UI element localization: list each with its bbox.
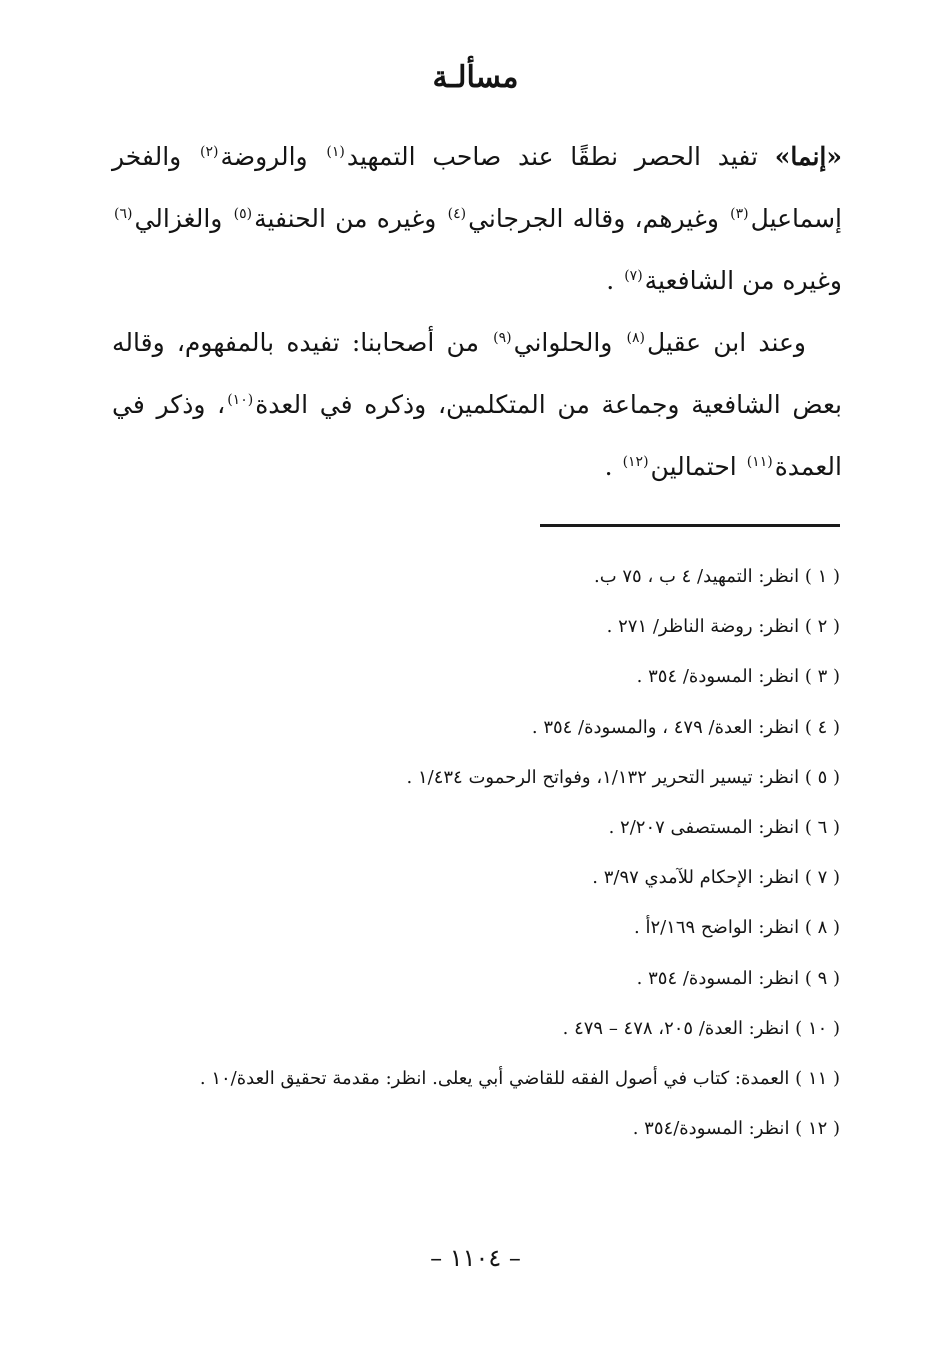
footnote-ref[interactable]: (٩) (493, 329, 512, 346)
text-segment: . (604, 452, 621, 481)
footnote-ref[interactable]: (١٢) (622, 453, 649, 470)
footnote-item: ( ١ ) انظر: التمهيد/ ٤ ب ، ٧٥ ب. (594, 566, 840, 587)
text-segment: والفخر إسماعيل (112, 142, 842, 233)
footnote-divider (540, 524, 840, 527)
footnote-item: ( ١١ ) العمدة: كتاب في أصول الفقه للقاضي أبي يعلى. انظر: مقدمة تحقيق العدة/١٠ . (199, 1068, 840, 1090)
text-segment: . (606, 266, 623, 295)
footnote-ref[interactable]: (٢) (199, 143, 219, 160)
footnote-item: ( ٨ ) انظر: الواضح ٢/١٦٩أ . (634, 917, 840, 939)
footnote-ref[interactable]: (٥) (233, 205, 253, 222)
footnote-ref[interactable]: (١١) (746, 453, 773, 470)
text-segment: والغزالي (134, 204, 232, 233)
text-segment: احتمالين (650, 452, 745, 481)
footnote-item: ( ١٠ ) انظر: العدة/ ٢٠٥، ٤٧٨ – ٤٧٩ . (562, 1017, 840, 1039)
text-segment: وغيرهم، وقاله الجرجاني (468, 204, 729, 233)
page-title: مسألـة (432, 60, 519, 95)
text-segment: من أصحابنا: تفيده بالمفهوم، وقاله بعض الشافعية وجماعة من المتكلمين، وذكره في العدة (112, 328, 842, 419)
text-segment: والحلواني (513, 328, 625, 357)
opening-word: «إنما» (774, 142, 842, 171)
footnote-item: ( ٣ ) انظر: المسودة/ ٣٥٤ . (636, 666, 840, 688)
footnote-ref[interactable]: (٨) (626, 329, 645, 346)
text-segment: تفيد الحصر نطقًا عند صاحب التمهيد (346, 142, 775, 171)
footnote-ref[interactable]: (٣) (730, 205, 749, 222)
text-segment: ، وذكر في العمدة (112, 390, 842, 481)
footnote-ref[interactable]: (٦) (114, 205, 133, 222)
footnote-item: ( ٢ ) انظر: روضة الناظر/ ٢٧١ . (606, 616, 840, 638)
footnote-item: ( ٦ ) انظر: المستصفى ٢/٢٠٧ . (608, 817, 840, 839)
footnote-ref[interactable]: (١) (326, 143, 345, 160)
footnote-item: ( ٩ ) انظر: المسودة/ ٣٥٤ . (636, 967, 840, 989)
footnotes-list (100, 552, 840, 1154)
footnote-item: ( ٤ ) انظر: العدة/ ٤٧٩ ، والمسودة/ ٣٥٤ . (531, 716, 840, 738)
paragraph-2 (112, 312, 842, 498)
footnote-ref[interactable]: (١٠) (227, 391, 254, 408)
text-segment: والروضة (220, 142, 325, 171)
footnote-ref[interactable]: (٤) (447, 205, 467, 222)
footnote-item: ( ٧ ) انظر: الإحكام للآمدي ٣/٩٧ . (592, 867, 840, 889)
footnote-ref[interactable]: (٧) (624, 267, 643, 284)
footnote-item: ( ١٢ ) انظر: المسودة/٣٥٤ . (632, 1118, 840, 1140)
page-number: – ١١٠٤ – (430, 1244, 521, 1272)
paragraph-1 (112, 126, 842, 312)
text-segment: وغيره من الحنفية (254, 204, 446, 233)
footnote-item: ( ٥ ) انظر: تيسير التحرير ١/١٣٢، وفواتح الرحموت ١/٤٣٤ . (406, 766, 840, 788)
text-segment: وعند ابن عقيل (647, 328, 807, 357)
text-segment: وغيره من الشافعية (644, 266, 842, 295)
